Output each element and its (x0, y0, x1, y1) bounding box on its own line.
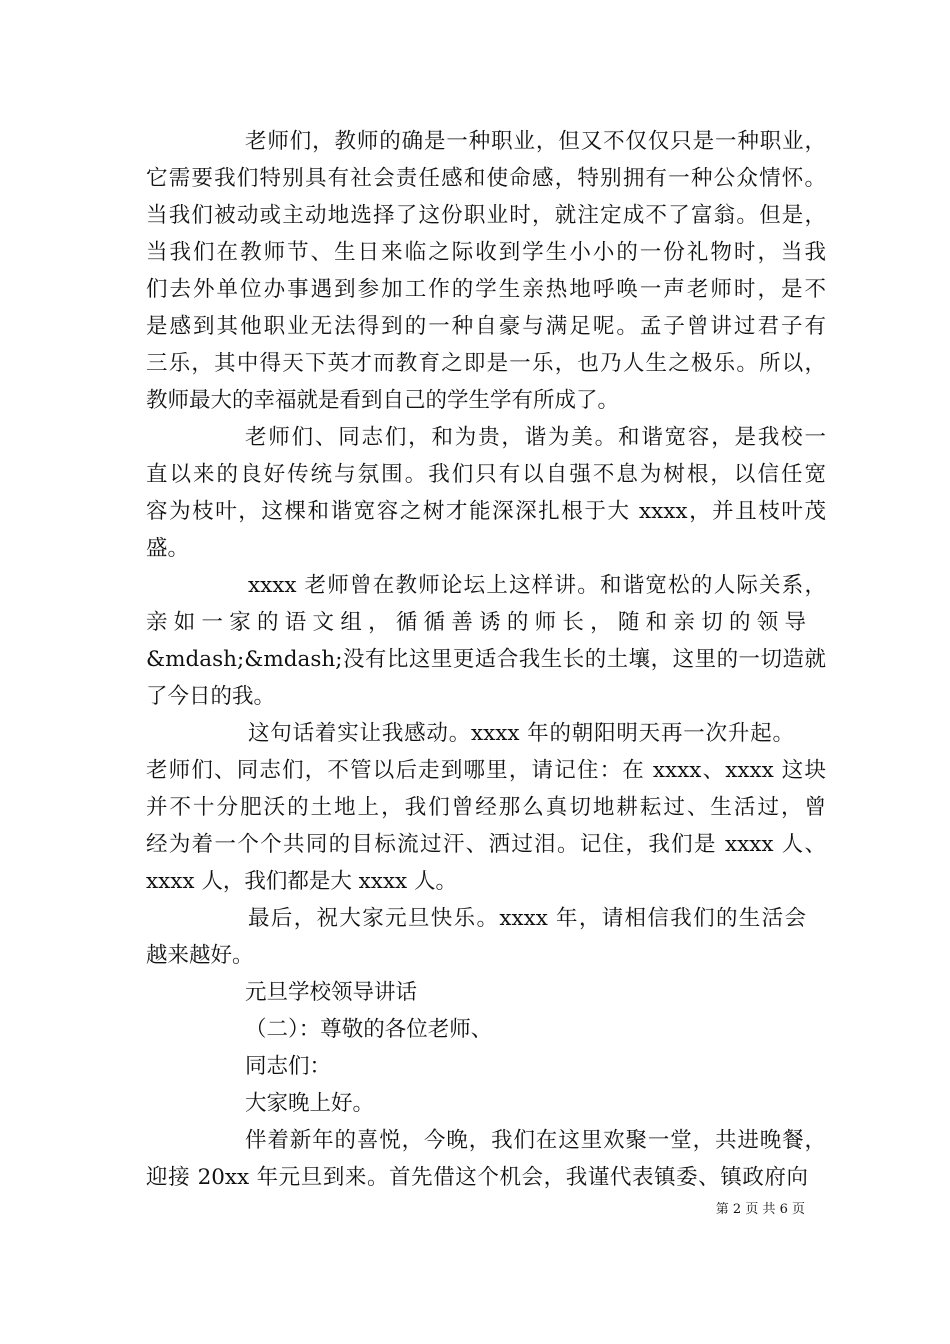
page-number-footer: 第 2 页 共 6 页 (715, 1202, 805, 1217)
text-line: 是感到其他职业无法得到的一种自豪与满足呢。孟子曾讲过君子有 (146, 314, 826, 339)
text-line: 亲如一家的语文组，循循善诱的师长，随和亲切的领导 (146, 610, 806, 635)
text-line: 了今日的我。 (146, 684, 276, 709)
text-line: 老师们，教师的确是一种职业，但又不仅仅只是一种职业， (245, 129, 826, 154)
text-line: 经为着一个个共同的目标流过汗、洒过泪。记住，我们是 xxxx 人、 (146, 832, 826, 857)
text-line: 盛。 (146, 536, 190, 561)
text-line: 最后，祝大家元旦快乐。xxxx 年，请相信我们的生活会 (248, 906, 806, 931)
text-line: 容为枝叶，这棵和谐宽容之树才能深深扎根于大 xxxx，并且枝叶茂 (146, 499, 826, 524)
text-line: xxxx 老师曾在教师论坛上这样讲。和谐宽松的人际关系， (248, 573, 826, 598)
text-line: 并不十分肥沃的土地上，我们曾经那么真切地耕耘过、生活过，曾 (146, 795, 826, 820)
text-line: 老师们、同志们，和为贵，谐为美。和谐宽容，是我校一 (245, 425, 826, 450)
text-line: 这句话着实让我感动。xxxx 年的朝阳明天再一次升起。 (248, 721, 794, 746)
text-line: xxxx 人，我们都是大 xxxx 人。 (146, 869, 458, 894)
text-line: 直以来的良好传统与氛围。我们只有以自强不息为树根，以信任宽 (146, 462, 826, 487)
text-line: 大家晚上好。 (245, 1091, 375, 1116)
text-line: 迎接 20xx 年元旦到来。首先借这个机会，我谨代表镇委、镇政府向 (146, 1165, 808, 1190)
text-line: 们去外单位办事遇到参加工作的学生亲热地呼唤一声老师时，是不 (146, 277, 826, 302)
text-line: 越来越好。 (146, 943, 254, 968)
text-line: 当我们被动或主动地选择了这份职业时，就注定成不了富翁。但是， (146, 203, 826, 228)
text-line: 它需要我们特别具有社会责任感和使命感，特别拥有一种公众情怀。 (146, 166, 826, 191)
text-line: 伴着新年的喜悦，今晚，我们在这里欢聚一堂，共进晚餐， (245, 1128, 826, 1153)
text-line: 同志们： (245, 1054, 332, 1079)
text-line: （二）：尊敬的各位老师、 (245, 1017, 493, 1042)
text-line: 三乐，其中得天下英才而教育之即是一乐，也乃人生之极乐。所以， (146, 351, 826, 376)
text-line: 老师们、同志们，不管以后走到哪里，请记住：在 xxxx、xxxx 这块 (146, 758, 826, 783)
text-line: &mdash;&mdash;没有比这里更适合我生长的土壤，这里的一切造就 (146, 647, 826, 672)
text-line: 当我们在教师节、生日来临之际收到学生小小的一份礼物时，当我 (146, 240, 826, 265)
text-line: 教师最大的幸福就是看到自己的学生学有所成了。 (146, 388, 620, 413)
section-heading: 元旦学校领导讲话 (245, 980, 418, 1005)
